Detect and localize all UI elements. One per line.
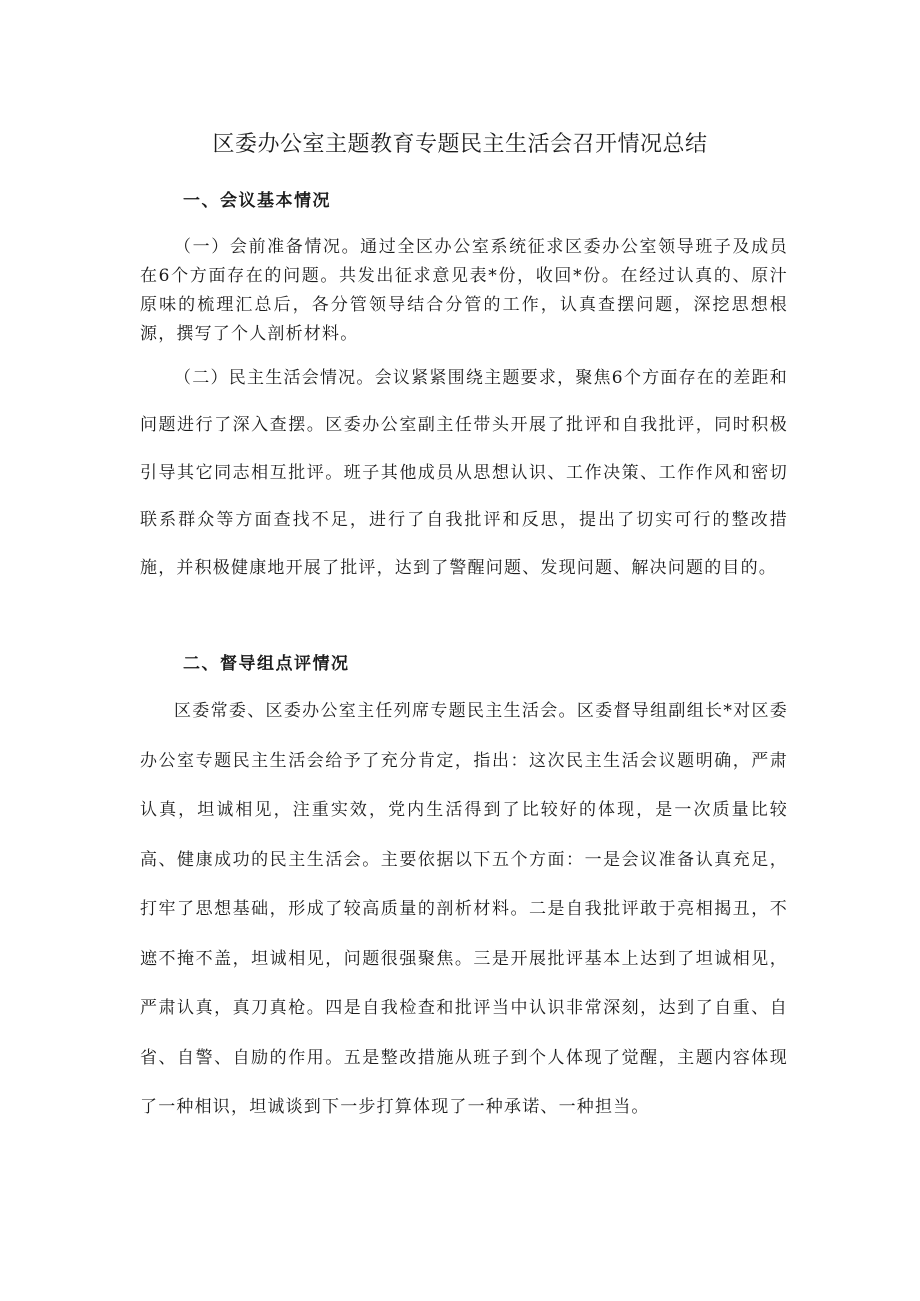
section-heading-2: 二、督导组点评情况 xyxy=(183,654,350,674)
paragraph-supervision: 区委常委、区委办公室主任列席专题民主生活会。区委督导组副组长*对区委办公室专题民主生活会给予了充分肯定，指出：这次民主生活会议题明确，严肃认真，坦诚相见，注重实效，党内生活得到了比较好的体现，是一次质量比较高、健康成功的民主生活会。主要依据以下五个方面：一是会议准备认真充足，打牢了思想基础，形成了较高质量的剖析材料。二是自我批评敢于亮相揭丑，不遮不掩不盖，坦诚相见，问题很强聚焦。三是开展批评基本上达到了坦诚相见，严肃认真，真刀真枪。四是自我检查和批评当中认识非常深刻，达到了自重、自省、自警、自励的作用。五是整改措施从班子到个人体现了觉醒，主题内容体现了一种相识，坦诚谈到下一步打算体现了一种承诺、一种担当。 xyxy=(140,701,788,1117)
paragraph-meeting: （二）民主生活会情况。会议紧紧围绕主题要求，聚焦6个方面存在的差距和问题进行了深入查摆。区委办公室副主任带头开展了批评和自我批评，同时积极引导其它同志相互批评。班子其他成员从思想认识、工作决策、工作作风和密切联系群众等方面查找不足，进行了自我批评和反思，提出了切实可行的整改措施，并积极健康地开展了批评，达到了警醒问题、发现问题、解决问题的目的。 xyxy=(140,368,788,578)
document-title: 区委办公室主题教育专题民主生活会召开情况总结 xyxy=(212,132,708,157)
paragraph-preparation: （一）会前准备情况。通过全区办公室系统征求区委办公室领导班子及成员在6个方面存在的问题。共发出征求意见表*份，收回*份。在经过认真的、原汁原味的梳理汇总后，各分管领导结合分管的工作，认真查摆问题，深挖思想根源，撰写了个人剖析材料。 xyxy=(140,237,788,344)
section-heading-1: 一、会议基本情况 xyxy=(183,191,331,211)
